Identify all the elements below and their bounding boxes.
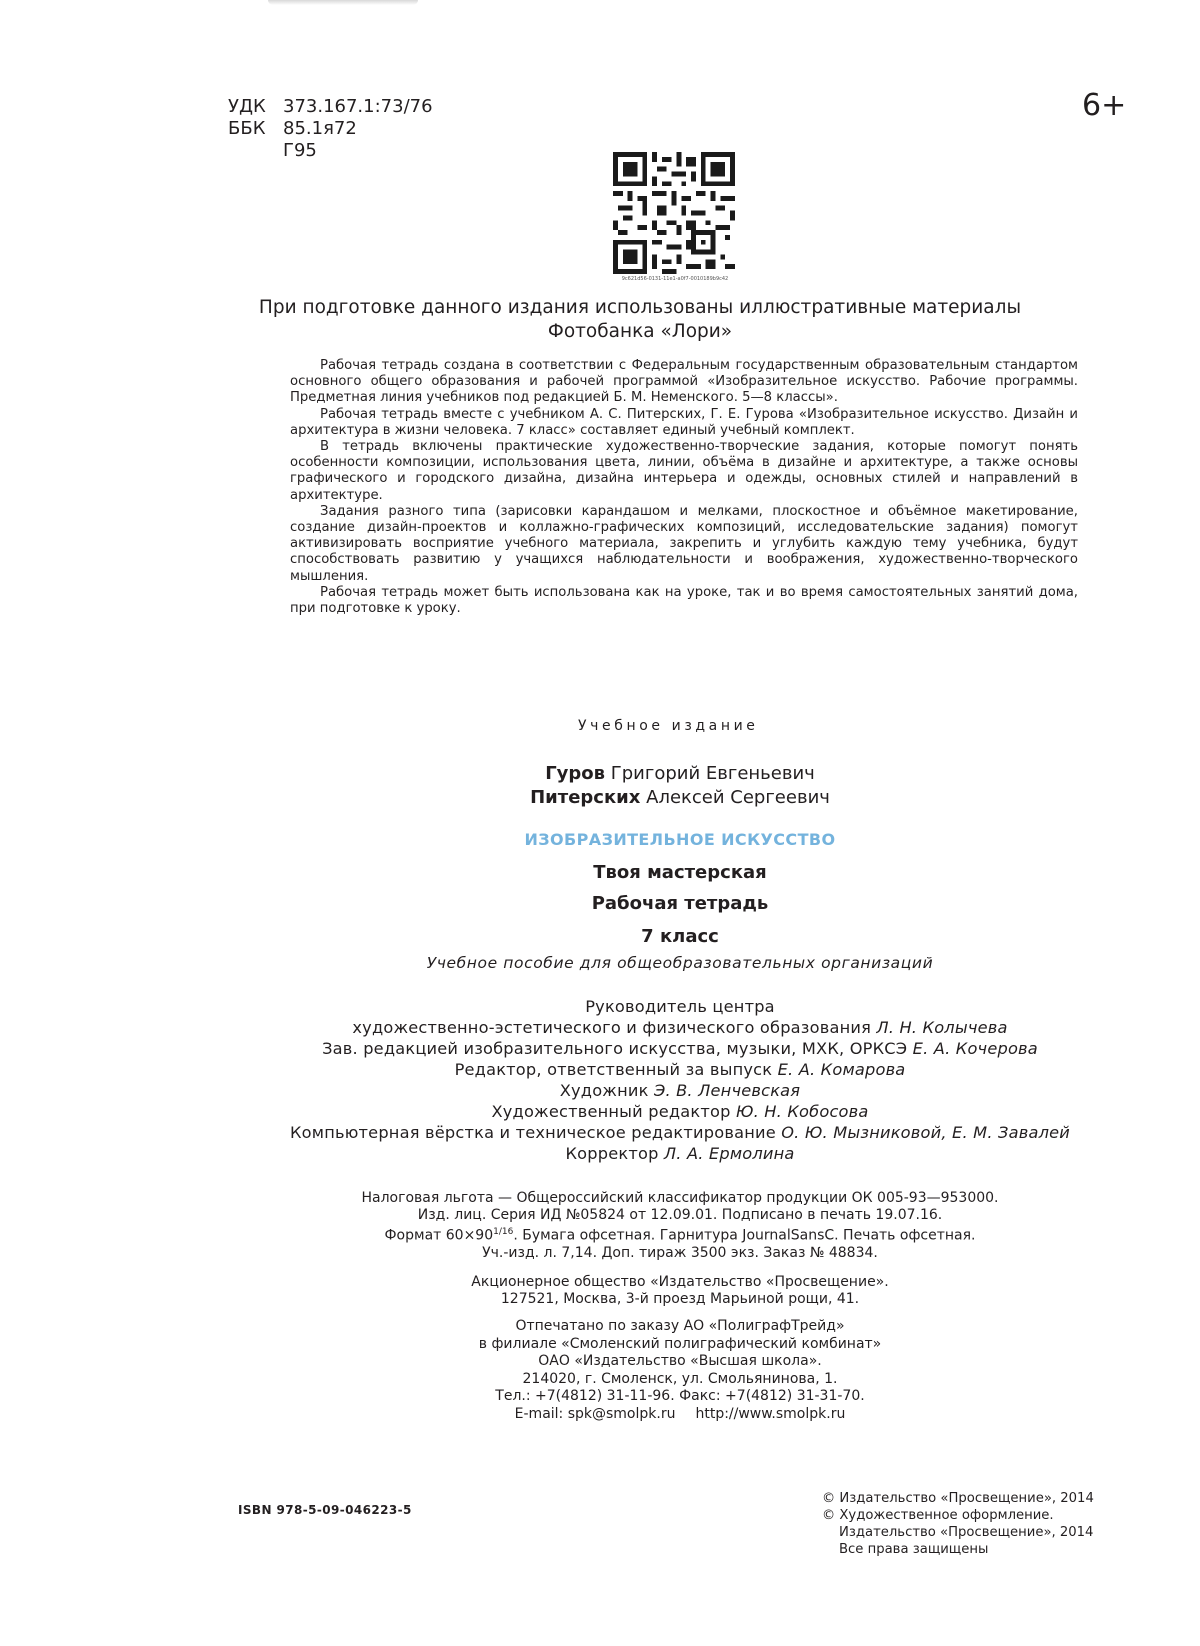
author [380, 762, 980, 786]
abstract-paragraph: В тетрадь включены практические художественно-творческие задания, которые помогут понять особенности композиции, использования цвета, линии, объёма в дизайне и архитектуре, а также основы графического и городского дизайна, дизайна интерьера и одежды, основных стилей и направлений в архитектуре. [290, 439, 1078, 504]
tech-line [230, 1224, 1130, 1245]
udk-label: УДК [228, 96, 283, 118]
printer-line: ОАО «Издательство «Высшая школа». [230, 1353, 1130, 1371]
bbk-label: ББК [228, 118, 283, 140]
printer-contacts [505, 1406, 856, 1424]
staff-line [230, 1017, 1130, 1038]
book-title: Твоя мастерская [380, 862, 980, 883]
qr-code [612, 152, 736, 274]
staff-person: Е. А. Комарова [778, 1060, 906, 1079]
printer-url: http://www.smolpk.ru [695, 1406, 845, 1422]
staff-line [230, 1059, 1130, 1080]
book-type: Рабочая тетрадь [380, 893, 980, 914]
staff-role: Художественный редактор [491, 1102, 730, 1121]
scan-shadow [268, 0, 418, 5]
qr-caption: 9c621d56-0131-11e1-a0f7-0010189b9c42 [610, 276, 740, 282]
printer-line: Отпечатано по заказу АО «ПолиграфТрейд» [230, 1318, 1130, 1336]
abstract-paragraph: Рабочая тетрадь создана в соответствии с Федеральным государственным образовательным стандартом основного общего образования и рабочей программой «Изобразительное искусство. Рабочие программы. Предметная линия учебников под редакцией Б. М. Неменского. 5—8 классы». [290, 358, 1078, 407]
staff-person: Е. А. Кочерова [913, 1039, 1038, 1058]
author-name: Алексей Сергеевич [646, 787, 830, 808]
publisher-line: Акционерное общество «Издательство «Просвещение». [230, 1274, 1130, 1291]
tech-line: Налоговая льгота — Общероссийский классификатор продукции ОК 005-93—953000. [230, 1190, 1130, 1207]
staff-role: Зав. редакцией изобразительного искусства, музыки, МХК, ОРКСЭ [322, 1039, 907, 1058]
staff-role: художественно-эстетического и физического образования [352, 1018, 871, 1037]
staff-role: Корректор [565, 1144, 658, 1163]
book-grade: 7 класс [380, 926, 980, 947]
printer-line: в филиале «Смоленский полиграфический комбинат» [230, 1336, 1130, 1354]
printer-email: E-mail: spk@smolpk.ru [515, 1406, 676, 1422]
edition-type: Учебное издание [578, 718, 759, 734]
format-prefix: Формат 60×90 [385, 1228, 494, 1244]
format-suffix: . Бумага офсетная. Гарнитура JournalSansC. Печать офсетная. [513, 1228, 975, 1244]
tech-line: Изд. лиц. Серия ИД №05824 от 12.09.01. Подписано в печать 19.07.16. [230, 1207, 1130, 1224]
author-name: Григорий Евгеньевич [611, 763, 815, 784]
staff-person: Ю. Н. Кобосова [736, 1102, 869, 1121]
abstract [290, 358, 1078, 617]
photo-credit-line: При подготовке данного издания использованы иллюстративные материалы [200, 296, 1080, 320]
staff-line [230, 1143, 1130, 1164]
staff-credits [230, 996, 1130, 1164]
staff-person: Э. В. Ленчевская [654, 1081, 800, 1100]
authors [380, 762, 980, 810]
bbk-value: 85.1я72 [283, 118, 357, 140]
printer-line: Тел.: +7(4812) 31-11-96. Факс: +7(4812) 31-31-70. [230, 1388, 1130, 1406]
book-purpose: Учебное пособие для общеобразовательных организаций [330, 954, 1030, 972]
abstract-paragraph: Рабочая тетрадь вместе с учебником А. С. Питерских, Г. Е. Гурова «Изобразительное искусство. Дизайн и архитектура в жизни человека. 7 класс» составляет единый учебный комплект. [290, 407, 1078, 439]
staff-person: Л. А. Ермолина [664, 1144, 795, 1163]
copyright-line: © Художественное оформление. [822, 1507, 1094, 1524]
author-code: Г95 [283, 140, 317, 162]
publisher-line: 127521, Москва, 3-й проезд Марьиной рощи, 41. [230, 1291, 1130, 1308]
staff-role: Компьютерная вёрстка и техническое редактирование [290, 1123, 776, 1142]
classification-codes [228, 96, 433, 162]
udk-value: 373.167.1:73/76 [283, 96, 433, 118]
technical-info [230, 1190, 1130, 1262]
imprint-page [0, 0, 1200, 1646]
abstract-paragraph: Задания разного типа (зарисовки карандашом и мелками, плоскостное и объёмное макетирование, создание дизайн-проектов и коллажно-графических композиций, исследовательские задания) помогут активизировать восприятие учебного материала, закрепить и углубить каждую тему учебника, будут способствовать развитию у учащихся наблюдательности и воображения, художественно-творческого мышления. [290, 504, 1078, 585]
isbn: ISBN 978-5-09-046223-5 [238, 1503, 412, 1517]
staff-role: Редактор, ответственный за выпуск [455, 1060, 773, 1079]
abstract-paragraph: Рабочая тетрадь может быть использована как на уроке, так и во время самостоятельных занятий дома, при подготовке к уроку. [290, 585, 1078, 617]
copyright-line: Все права защищены [822, 1541, 1094, 1558]
printer-info [230, 1318, 1130, 1423]
photo-credit-line: Фотобанка «Лори» [200, 320, 1080, 344]
staff-line [230, 1038, 1130, 1059]
age-rating: 6+ [1082, 88, 1126, 123]
copyright-notice [822, 1490, 1094, 1558]
author [380, 786, 980, 810]
publisher-info [230, 1274, 1130, 1308]
staff-line [230, 996, 1130, 1017]
book-subject: ИЗОБРАЗИТЕЛЬНОЕ ИСКУССТВО [380, 830, 980, 849]
author-surname: Питерских [530, 787, 640, 808]
tech-line: Уч.-изд. л. 7,14. Доп. тираж 3500 экз. Заказ № 48834. [230, 1245, 1130, 1262]
copyright-line: Издательство «Просвещение», 2014 [822, 1524, 1094, 1541]
staff-line [230, 1122, 1130, 1143]
photo-credit [200, 296, 1080, 344]
staff-person: Л. Н. Колычева [876, 1018, 1007, 1037]
staff-role: Художник [560, 1081, 649, 1100]
staff-line [230, 1080, 1130, 1101]
format-fraction: 1/16 [493, 1227, 513, 1237]
printer-line: 214020, г. Смоленск, ул. Смольянинова, 1. [230, 1371, 1130, 1389]
author-surname: Гуров [545, 763, 605, 784]
staff-role: Руководитель центра [585, 997, 775, 1016]
copyright-line: © Издательство «Просвещение», 2014 [822, 1490, 1094, 1507]
staff-person: О. Ю. Мызниковой, Е. М. Завалей [781, 1123, 1070, 1142]
staff-line [230, 1101, 1130, 1122]
